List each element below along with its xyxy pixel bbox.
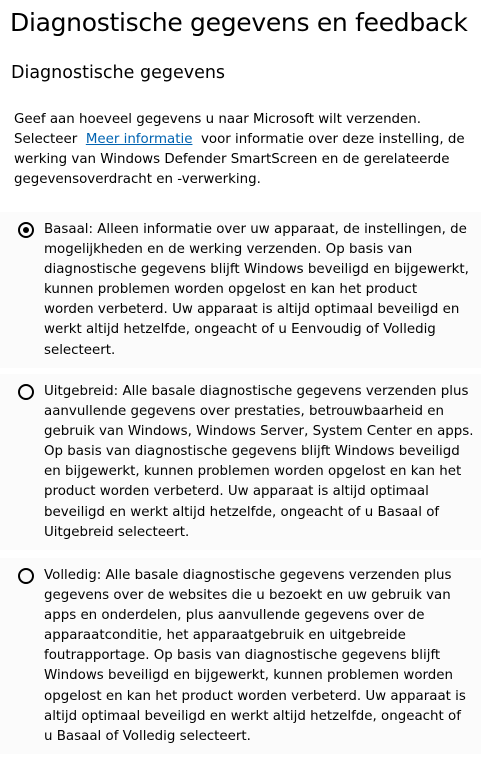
intro-select-suffix: voor informatie over deze instelling, de [200, 132, 465, 148]
option-line: Windows beveiligd en bijgewerkt, kunnen problemen worden [44, 668, 454, 684]
option-basic-text[interactable] [44, 212, 476, 361]
option-line: aanvullende gegevens over prestaties, betrouwbaarheid en [44, 404, 444, 420]
radio-enhanced[interactable] [18, 384, 34, 400]
intro-line-3: werking van Windows Defender SmartScreen en de gerelateerde [14, 152, 450, 168]
intro-text [14, 110, 476, 190]
page-title: Diagnostische gegevens en feedback [10, 8, 468, 37]
radio-basic[interactable] [18, 222, 34, 238]
option-line: beveiligd en werkt altijd hetzelfde, ongeacht of u Basaal of [44, 504, 440, 520]
option-basic[interactable] [0, 212, 481, 368]
option-enhanced[interactable] [0, 374, 481, 550]
option-line: opgelost en kan het product worden verbeterd. Uw apparaat is [44, 688, 466, 704]
option-line: apps en onderdelen, plus aanvullende gegevens over de [44, 608, 425, 624]
option-full-text[interactable] [44, 558, 476, 747]
option-line: werkt altijd hetzelfde, ongeacht of u Eenvoudig of Volledig [44, 322, 436, 338]
option-line: mogelijkheden en de werking verzenden. Op basis van [44, 242, 413, 258]
option-line: Volledig: Alle basale diagnostische gegevens verzenden plus [44, 568, 452, 583]
option-line: en bijgewerkt, kunnen problemen worden opgelost en kan het [44, 464, 462, 480]
option-line: gebruik van Windows, Windows Server, System Center en apps. [44, 424, 474, 440]
option-line: product worden verbeterd. Uw apparaat is altijd optimaal [44, 484, 429, 500]
intro-line-1: Geef aan hoeveel gegevens u naar Microsoft wilt verzenden. [14, 112, 422, 127]
option-line: apparaatconditie, het apparaatgebruik en uitgebreide [44, 628, 406, 644]
option-full[interactable] [0, 558, 481, 754]
option-line: gegevens over de websites die u bezoekt en uw gebruik van [44, 588, 451, 604]
option-line: kunnen problemen worden opgelost en kan het product [44, 282, 418, 298]
radio-full[interactable] [18, 568, 34, 584]
option-line: u Basaal of Volledig selecteert. [44, 728, 251, 744]
option-line: Uitgebreid: Alle basale diagnostische gegevens verzenden plus [44, 384, 469, 399]
option-line: Uitgebreid selecteert. [44, 524, 190, 540]
option-line: Op basis van diagnostische gegevens blijft Windows beveiligd [44, 444, 460, 460]
more-info-link[interactable]: Meer informatie [85, 132, 193, 148]
option-line: selecteert. [44, 342, 116, 358]
intro-line-2 [14, 130, 476, 150]
section-title: Diagnostische gegevens [11, 63, 226, 83]
intro-line-4: gegevensoverdracht en -verwerking. [14, 172, 261, 188]
option-line: foutrapportage. Op basis van diagnostische gegevens blijft [44, 648, 441, 664]
option-line: diagnostische gegevens blijft Windows beveiligd en bijgewerkt, [44, 262, 469, 278]
option-enhanced-text[interactable] [44, 374, 476, 543]
option-line: altijd optimaal beveiligd en werkt altijd hetzelfde, ongeacht of [44, 708, 461, 724]
option-line: worden verbeterd. Uw apparaat is altijd optimaal beveiligd en [44, 302, 460, 318]
intro-select-prefix: Selecteer [14, 132, 78, 148]
option-line: Basaal: Alleen informatie over uw apparaat, de instellingen, de [44, 222, 467, 237]
